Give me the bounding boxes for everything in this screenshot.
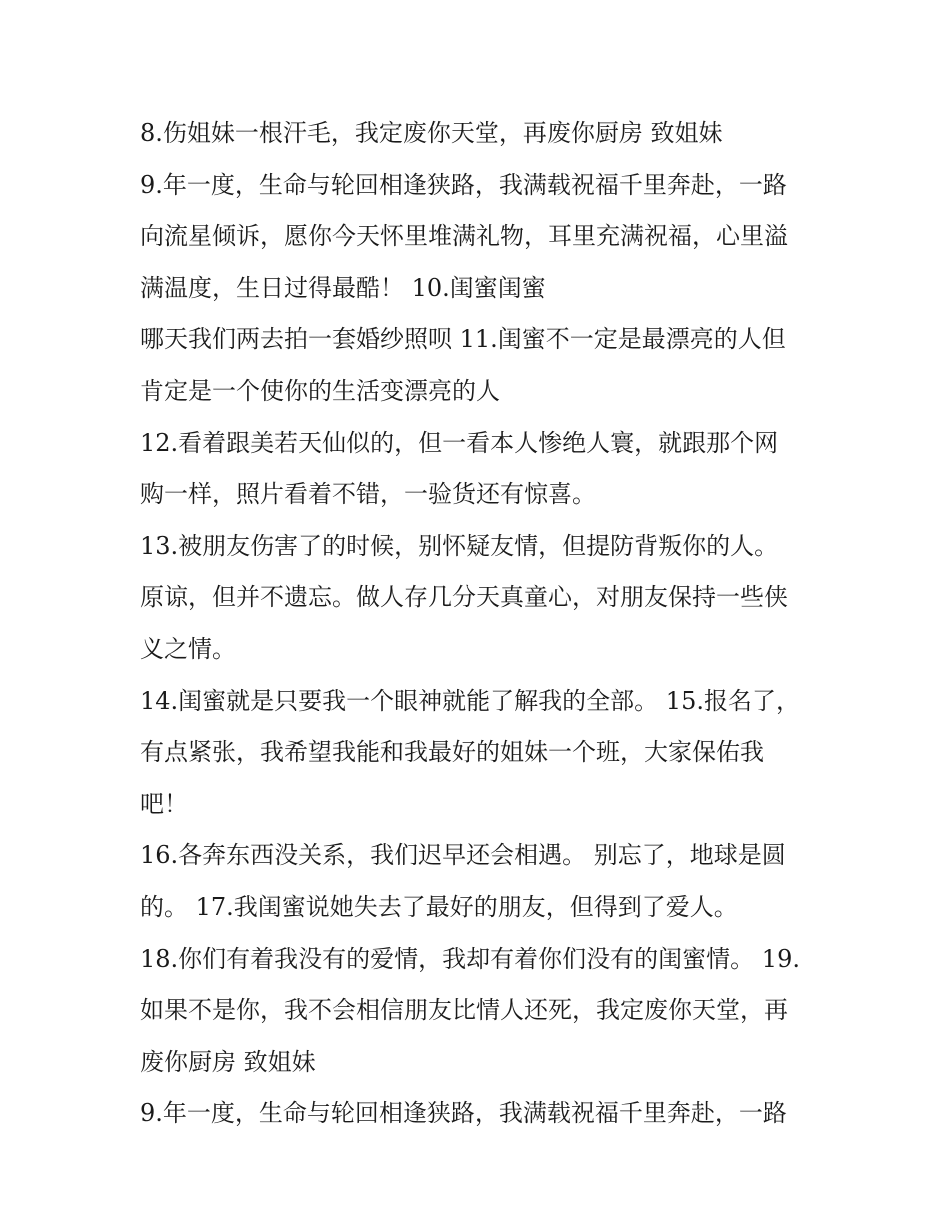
text-line: 肯定是一个使你的生活变漂亮的人 bbox=[140, 376, 500, 405]
text-line: 如果不是你，我不会相信朋友比情人还死，我定废你天堂，再 bbox=[140, 996, 788, 1025]
document-body bbox=[140, 108, 830, 1140]
text-line: 哪天我们两去拍一套婚纱照呗 11.闺蜜不一定是最漂亮的人但 bbox=[140, 325, 786, 354]
text-line: 原谅，但并不遗忘。做人存几分天真童心，对朋友保持一些侠 bbox=[140, 583, 788, 612]
text-line: 向流星倾诉，愿你今天怀里堆满礼物，耳里充满祝福，心里溢 bbox=[140, 222, 788, 251]
text-line: 的。 17.我闺蜜说她失去了最好的朋友，但得到了爱人。 bbox=[140, 892, 738, 921]
text-line: 14.闺蜜就是只要我一个眼神就能了解我的全部。 15.报名了， bbox=[140, 686, 800, 715]
text-line: 9.年一度，生命与轮回相逢狭路，我满载祝福千里奔赴，一路 bbox=[140, 170, 787, 199]
text-line: 义之情。 bbox=[140, 634, 236, 663]
text-line: 有点紧张，我希望我能和我最好的姐妹一个班，大家保佑我 bbox=[140, 738, 764, 767]
text-line: 16.各奔东西没关系，我们迟早还会相遇。 别忘了，地球是圆 bbox=[140, 841, 786, 870]
text-line: 满温度，生日过得最酷！ 10.闺蜜闺蜜 bbox=[140, 273, 546, 302]
text-line: 9.年一度，生命与轮回相逢狭路，我满载祝福千里奔赴，一路 bbox=[140, 1099, 787, 1128]
text-line: 8.伤姐妹一根汗毛，我定废你天堂，再废你厨房 致姐妹 bbox=[140, 119, 723, 147]
text-line: 13.被朋友伤害了的时候，别怀疑友情，但提防背叛你的人。 bbox=[140, 531, 779, 560]
text-line: 18.你们有着我没有的爱情，我却有着你们没有的闺蜜情。 19. bbox=[140, 944, 800, 973]
text-line: 吧！ bbox=[140, 789, 188, 818]
text-line: 废你厨房 致姐妹 bbox=[140, 1047, 316, 1076]
text-line: 购一样，照片看着不错，一验货还有惊喜。 bbox=[140, 480, 596, 509]
text-line: 12.看着跟美若天仙似的，但一看本人惨绝人寰，就跟那个网 bbox=[140, 428, 779, 457]
